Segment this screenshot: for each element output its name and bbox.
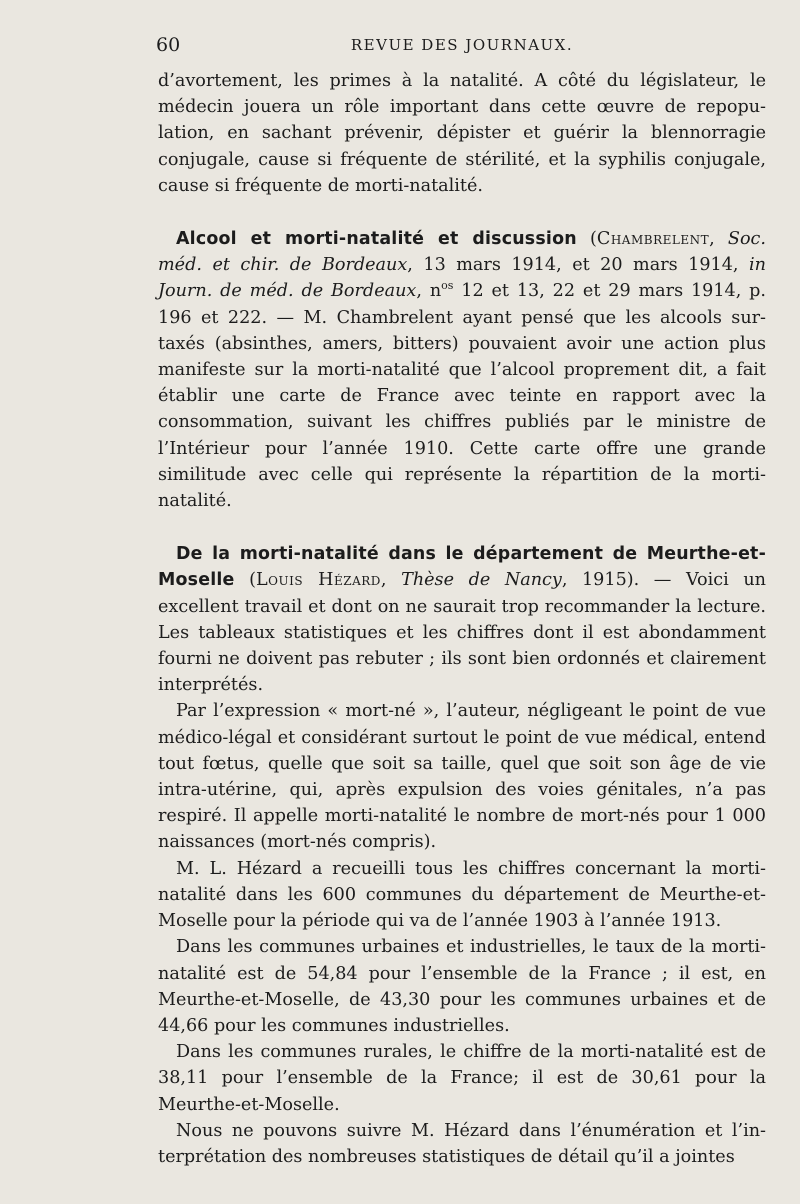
paragraph: Nous ne pouvons suivre M. Hézard dans l’énumération et l’in-terprétation des nombreuses statistiques de détail qu’il a jointes — [158, 1120, 766, 1167]
paragraph-continuation: d’avortement, les primes à la natalité. A côté du législateur, le médecin jouera un rôle important dans cette œuvre de repopu-lation, en sachant prévenir, dépister et guérir la blennorragie conjugale, cause si fréquente de stérilité, et la syphilis conjugale, cause si fréquente de morti-natalité. — [158, 71, 766, 196]
paragraph: M. L. Hézard a recueilli tous les chiffres concernant la morti-natalité dans les 600 communes du département de Meurthe-et-Moselle pour la période qui va de l’année 1903 à l’année 1913. — [158, 858, 766, 932]
journal-prefix: in — [749, 255, 766, 276]
open-paren: ( — [234, 570, 256, 591]
paragraph: Par l’expression « mort-né », l’auteur, négligeant le point de vue médico-légal et considérant surtout le point de vue médical, entend tout fœtus, quelle que soit sa taille, quel que soit son âge de vie intra-utérine, qui, après expulsion des voies génitales, n’a pas respiré. Il appelle morti-natalité le nombre de mort-nés pour 1 000 naissances (mort-nés compris). — [158, 701, 766, 853]
separator: , — [709, 229, 728, 250]
paragraph: Dans les communes urbaines et industrielles, le taux de la morti-natalité est de 54,84 pour l’ensemble de la France ; il est, en Meurthe-et-Moselle, de 43,30 pour les communes urbaines et de 44,66 pour les communes industrielles. — [158, 937, 766, 1036]
article-intro: Voici un excellent travail et dont on ne saurait trop recommander la lecture. Les tableaux statistiques et les chiffres dont il est abondamment fourni ne doivent pas rebuter ; ils sont bien ordonnés et clairement interprétés. — [158, 570, 766, 696]
journal-name-2: Journ. de méd. de Bordeaux — [158, 281, 417, 302]
page-header — [156, 34, 768, 58]
numero-abbrev: n — [429, 281, 442, 302]
running-head: REVUE DES JOURNAUX. — [350, 36, 574, 54]
numero-superscript: os — [441, 279, 454, 293]
article-title: De la morti-natalité dans le département de Meurthe-et-Moselle — [158, 544, 766, 591]
reference-dates: , 13 mars 1914, et 20 mars 1914, — [407, 255, 750, 276]
separator: , — [416, 281, 430, 302]
work-title: Thèse de Nancy — [401, 570, 562, 591]
reference-year: , 1915). — — [561, 570, 686, 591]
article-body: M. Chambrelent ayant pensé que les alcools sur-taxés (absinthes, amers, bitters) pouvaient avoir une action plus manifeste sur la morti-natalité que l’alcool proprement dit, a fait établir une carte de France avec teinte en rapport avec la consommation, suivant les chiffres publiés par le ministre de l’Intérieur pour l’année 1910. Cette carte offre une grande similitude avec celle qui représente la répartition de la morti-natalité. — [158, 307, 767, 512]
separator: , — [380, 570, 402, 591]
reference-pages: 12 et 13, 22 et 29 mars 1914, p. 196 et 222. — — [158, 281, 767, 328]
paragraph: Dans les communes rurales, le chiffre de la morti-natalité est de 38,11 pour l’ensemble de la France; il est de 30,61 pour la Meurthe-et-Moselle. — [158, 1042, 766, 1115]
open-paren: ( — [576, 229, 597, 250]
article-hezard — [158, 541, 766, 698]
page-number: 60 — [156, 34, 181, 56]
journal-name: Soc. méd. et chir. de Bordeaux — [158, 229, 766, 276]
page-body — [158, 68, 766, 1170]
article-title: Alcool et morti-natalité et discussion — [176, 229, 577, 250]
article-alcool — [158, 226, 766, 514]
author-name: Chambrelent — [596, 229, 710, 250]
author-name: Louis Hézard — [255, 570, 381, 591]
